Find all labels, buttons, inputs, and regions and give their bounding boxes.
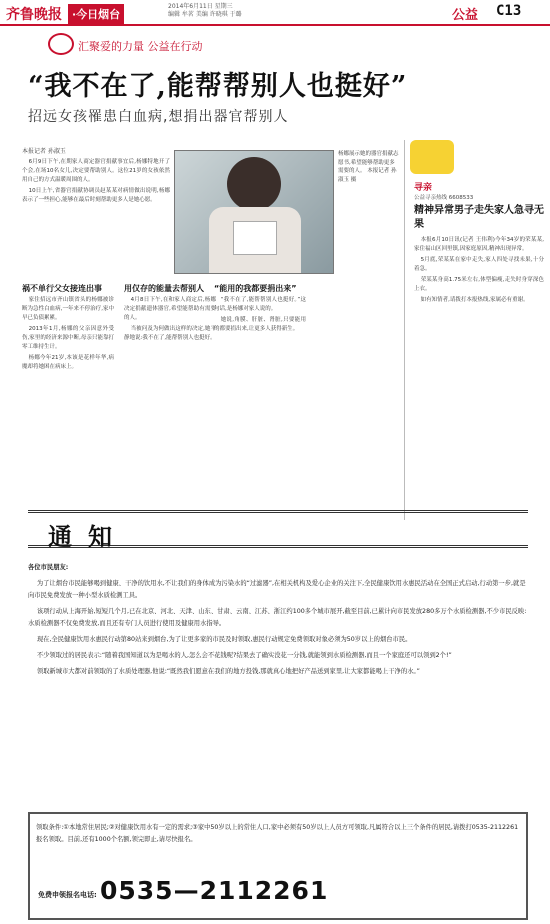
paragraph: 现在,全民健康饮用水惠民行动第80站来到烟台,为了让更多家的市民及时领取,惠民行动规定免费领取对象必须为50岁以上的烟台市民。: [36, 636, 412, 643]
paragraph: 10日上午,省器官捐献协调员赵某某对病情做出说明,杨娜表示了一些担心,能够在最后时刻帮助更多人是她心愿。: [22, 188, 170, 203]
byline: 本报记者 孙淑玉: [22, 148, 66, 155]
paragraph: 她说,角膜、肝脏、肾脏,只要能用的都要捐出来,让更多人获得新生。: [214, 317, 306, 332]
article-column-2: [124, 280, 216, 345]
article-photo: [174, 150, 334, 274]
editor-text: 编辑 牟茗 美编 许晓琪 于璐: [168, 11, 242, 18]
slogan: 汇聚爱的力量 公益在行动: [78, 40, 203, 53]
paragraph: 不少领取过的居民表示:“随着我国知道以为是喝水的人,怎么会不花钱呢?结果去了确实没花一分钱,就能领到水质检测器,而且一个家庭还可以领到2个!”: [36, 652, 452, 659]
paragraph: 4月8日下午,在和家人商定后,杨娜决定捐献遗体器官,希望能帮助有需要的人。: [124, 297, 216, 321]
notice-title: 通知: [48, 522, 128, 551]
paragraph: 2013年1月,杨娜的父亲因意外受伤,家里的经济来源中断,母亲只能靠打零工维持生计。: [22, 326, 114, 350]
headline: “我不在了,能帮帮别人也挺好”: [28, 71, 408, 102]
sidebar-title: 精神异常男子走失家人急寻无果: [414, 205, 544, 230]
notice-conditions: 领取条件:①本地常住居民;②对健康饮用水有一定的需求;③家中50岁以上的常住人口,家中必须有50岁以上人员方可领取,凡属符合以上三个条件的居民,请拨打0535-2112261报名领取。目前,还有1000个名额,领完即止,请尽快报名。: [36, 824, 519, 843]
paragraph: 该项行动从上海开始,短短几个月,已在北京、河北、天津、山东、甘肃、云南、江苏、浙江约100多个城市展开,截至目前,已累计向市民发放280多万个水质检测器,不少市民反映:水质检测器不仅免费发放,而且还有专门人员进行使用及健康用水指导。: [28, 608, 527, 627]
paragraph: 如有知情者,请拨打本报热线,家属必有重谢。: [420, 297, 529, 303]
paragraph: 为了让烟台市民能够喝到健康、干净的饮用水,不让我们的身体成为污染水的“过滤器”,在相关机构及爱心企业的关注下,全民健康饮用水惠民活动在全国正式启动,行动第一步,就是向市民免费发放一种小型水质检测工具。: [28, 580, 526, 599]
date-text: 2014年6月11日 星期三: [168, 3, 233, 10]
sidebar-hotline: 公益寻亲热线 6608533: [414, 195, 474, 201]
paragraph: 荣某某身高1.75米左右,体型偏瘦,走失时身穿深色上衣。: [414, 277, 544, 292]
article-lede: [22, 158, 170, 207]
hotline-label: 免费申领报名电话:: [38, 891, 97, 899]
article-column-3: [214, 280, 306, 336]
notice-greeting: 各位市民朋友:: [28, 564, 69, 571]
column-divider: [404, 140, 405, 520]
person-figure: [227, 157, 281, 211]
notice-advertisement: [28, 510, 538, 922]
dateline: [168, 3, 288, 19]
article-column-1: [22, 280, 114, 374]
certificate-figure: [233, 221, 277, 255]
heart-ring-icon: [48, 33, 74, 55]
paragraph: 领取新城市大都对前领取的了水质处理器,他说:“既然我们愿意在我们的地方投钱,那就真心地把好产品送到家里,让大家都能喝上干净的水。”: [36, 668, 420, 675]
paragraph: 5月底,荣某某在家中走失,家人四处寻找未果,十分着急。: [414, 257, 544, 272]
sidebar-article: [414, 236, 544, 307]
search-family-badge-icon: [410, 140, 454, 174]
masthead: [0, 0, 550, 26]
section-title: 用仅存的能量去帮别人: [124, 284, 204, 293]
notice-conditions-box: [28, 812, 528, 920]
paragraph: 杨娜今年21岁,本该是花样年华,病魔却将她困在病床上。: [22, 355, 114, 370]
paragraph: 6月9日下午,在期家人商定器官捐献事宜后,杨娜特地开了个会,在场10名女儿,决定要帮助别人。这位21岁的女孩依然用自己的方式温暖周围的人。: [22, 159, 170, 183]
paragraph: 当被问及为何做出这样的决定,她平静地说:我不在了,能帮帮别人也挺好。: [124, 326, 216, 341]
section-label: 公益: [452, 8, 479, 23]
newspaper-logo: 齐鲁晚报: [6, 7, 62, 23]
hotline-number: 0535—2112261: [100, 876, 329, 905]
section-title: “能用的我都要捐出来”: [214, 284, 297, 293]
notice-header: [28, 510, 528, 551]
section-title: 祸不单行父女接连出事: [22, 284, 102, 293]
paragraph: 本报6月10日讯(记者 王伟利)今年34岁的荣某某,家住福山区回里镇,因家庭原因,精神出现异常。: [414, 237, 544, 252]
notice-body: [28, 562, 528, 682]
subheadline: 招远女孩罹患白血病,想捐出器官帮别人: [28, 109, 289, 125]
edition-badge: ·今日烟台: [68, 4, 124, 24]
sidebar-label: 寻亲: [414, 183, 433, 193]
paragraph: “我不在了,能帮帮别人也挺好。”这句话,是杨娜对家人说的。: [214, 297, 306, 312]
page-number: C13: [496, 3, 522, 19]
paragraph: 家住招远市齐山镇省头的杨娜被诊断为急性白血病,一年来不停治疗,家中早已负债累累。: [22, 297, 114, 321]
photo-caption: 杨娜展示她的器官捐献志愿书,希望能够帮助更多需要的人。 本报记者 孙淑玉 摄: [338, 151, 399, 183]
